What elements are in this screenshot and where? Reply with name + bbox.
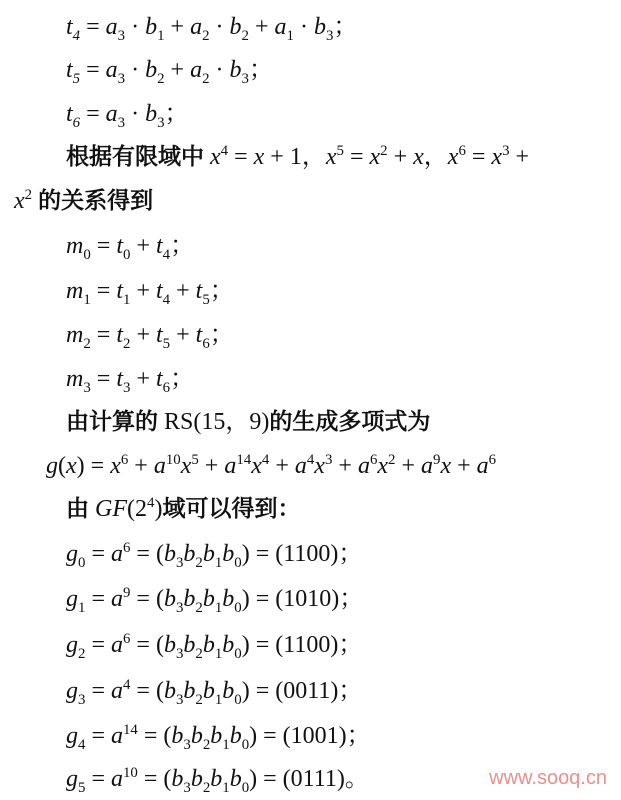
formula-gx: $g(x) = x^6 + a^{10}x^5 + a^{14}x^4 + a^4x^3 + a^6x^2 + a^9x + a^6$ [46,452,497,479]
watermark: www.sooq.cn [489,767,607,789]
formula-m3: $m_3 = t_3 + t_6$； [66,366,195,396]
formula-m2: $m_2 = t_2 + t_5 + t_6$； [66,322,234,352]
formula-g4: $g_4 = a^{14} = (b_3b_2b_1b_0) = (1001)$； [66,722,371,753]
paragraph-gf: 由 $GF(2^4)$域可以得到： [66,495,301,522]
paragraph-generator: 由计算的 RS(15，9)的生成多项式为 [66,408,431,435]
formula-g2: $g_2 = a^6 = (b_3b_2b_1b_0) = (1100)$； [66,631,363,662]
formula-g0: $g_0 = a^6 = (b_3b_2b_1b_0) = (1100)$； [66,540,363,571]
formula-m0: $m_0 = t_0 + t_4$； [66,233,195,263]
paragraph-relation: $x^2$ 的关系得到 [14,187,154,214]
paragraph-finite-field: 根据有限域中 $x^4 = x + 1$，$x^5 = x^2 + x$，$x^6 = x^3$ + [66,143,530,170]
formula-g5: $g_5 = a^{10} = (b_3b_2b_1b_0) = (0111)$。 [66,765,369,796]
formula-t5: $t_5 = a_3 \cdot b_2 + a_2 \cdot b_3$； [66,57,273,87]
formula-t4: $t_4 = a_3 \cdot b_1 + a_2 \cdot b_2 + a_1 \cdot b_3$； [66,14,358,44]
formula-g1: $g_1 = a^9 = (b_3b_2b_1b_0) = (1010)$； [66,585,364,616]
formula-g3: $g_3 = a^4 = (b_3b_2b_1b_0) = (0011)$； [66,677,363,708]
formula-m1: $m_1 = t_1 + t_4 + t_5$； [66,278,234,308]
formula-t6: $t_6 = a_3 \cdot b_3$； [66,101,189,131]
